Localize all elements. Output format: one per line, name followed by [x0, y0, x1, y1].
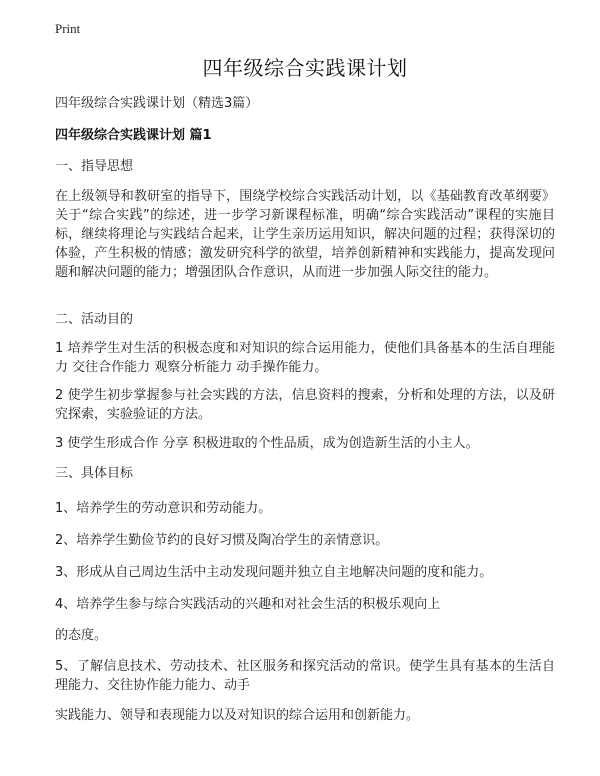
- page-title: 四年级综合实践课计划: [202, 56, 408, 80]
- paragraph-purpose-1: 1 培养学生对生活的积极态度和对知识的综合运用能力，使他们具备基本的生活自理能力 交往合作能力 观察分析能力 动手操作能力。: [55, 341, 555, 375]
- paragraph-purpose-3: 3 使学生形成合作 分享 积极进取的个性品质，成为创造新生活的小主人。: [55, 436, 479, 451]
- paragraph-goal-4-continued: 的态度。: [55, 628, 108, 643]
- paragraph-goal-1: 1、培养学生的劳动意识和劳动能力。: [55, 501, 272, 516]
- heading-specific-goals: 三、具体目标: [55, 466, 134, 481]
- section-heading: 四年级综合实践课计划 篇1: [55, 128, 212, 143]
- paragraph-goal-3: 3、形成从自己周边生活中主动发现问题并独立自主地解决问题的度和能力。: [55, 565, 493, 580]
- paragraph-purpose-2: 2 使学生初步掌握参与社会实践的方法，信息资料的搜索，分析和处理的方法，以及研究探索，实验验证的方法。: [55, 388, 555, 422]
- paragraph-guiding-thought: 在上级领导和教研室的指导下，围绕学校综合实践活动计划，以《基础教育改革纲要》关于“综合实践”的综述，进一步学习新课程标准，明确“综合实践活动”课程的实施目标，继续将理论与实践结合起来，让学生亲历运用知识，解决问题的过程；获得深切的体验，产生积极的情感；激发研究科学的欲望，培养创新精神和实践能力，提高发现问题和解决问题的能力；增强团队合作意识，从而进一步加强人际交往的能力。: [55, 189, 555, 280]
- paragraph-goal-5: 5、了解信息技术、劳动技术、社区服务和探究活动的常识。使学生具有基本的生活自理能力、交往协作能力能力、动手: [55, 659, 555, 693]
- heading-activity-purpose: 二、活动目的: [55, 312, 134, 327]
- print-link[interactable]: Print: [55, 21, 81, 36]
- heading-guiding-thought: 一、指导思想: [55, 159, 134, 174]
- paragraph-goal-4: 4、培养学生参与综合实践活动的兴趣和对社会生活的积极乐观向上: [55, 597, 441, 612]
- paragraph-goal-2: 2、培养学生勤俭节约的良好习惯及陶冶学生的亲情意识。: [55, 533, 389, 548]
- document-subtitle: 四年级综合实践课计划（精选3篇）: [55, 96, 259, 111]
- paragraph-goal-5-continued: 实践能力、领导和表现能力以及对知识的综合运用和创新能力。: [55, 708, 420, 723]
